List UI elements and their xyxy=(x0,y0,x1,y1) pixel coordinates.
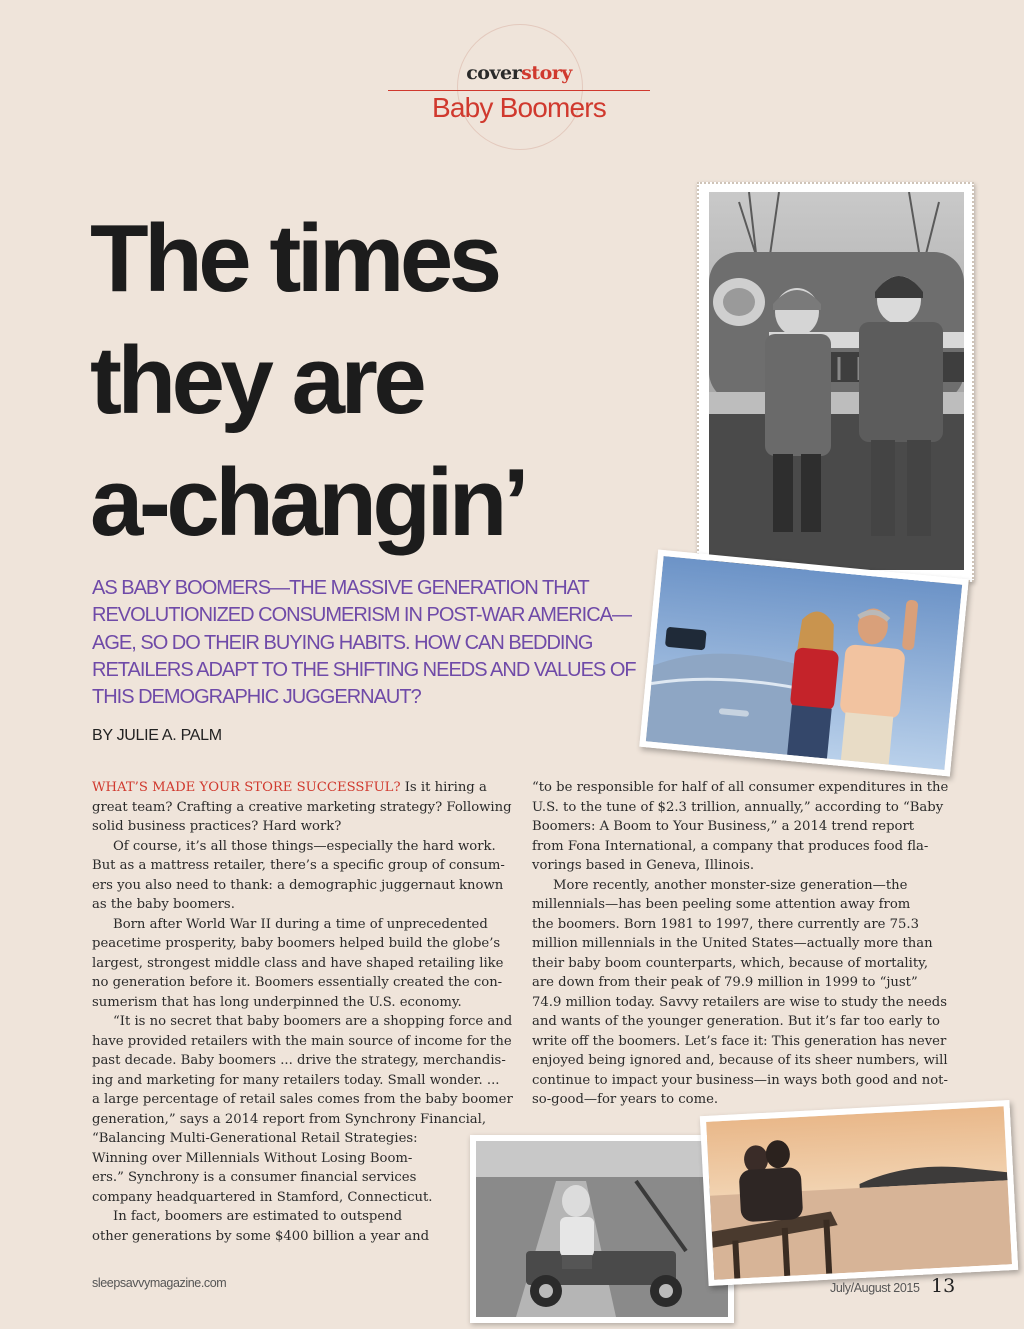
article-column-1 xyxy=(92,778,512,1246)
text-line: their baby boom counterparts, which, because of mortality, xyxy=(532,955,929,971)
paragraph xyxy=(92,1012,512,1032)
header-circle xyxy=(457,24,583,150)
text-line: a large percentage of retail sales comes from the baby boomer xyxy=(92,1092,513,1107)
couple-on-pier-photo xyxy=(700,1100,1018,1286)
text-line: million millennials in the United States—actually more than xyxy=(532,936,933,951)
text-line: “It is no secret that baby boomers are a shopping force and xyxy=(113,1014,513,1029)
text-line: Born after World War II during a time of unprecedented xyxy=(113,916,488,932)
text-line: and wants of the younger generation. But it’s far too early to xyxy=(532,1014,940,1029)
text-line: as the baby boomers. xyxy=(92,897,235,912)
page-number: 13 xyxy=(931,1275,956,1297)
paragraph-cont xyxy=(92,934,512,1012)
headline xyxy=(90,198,690,564)
text-line: no generation before it. Boomers essentially created the con- xyxy=(92,975,503,990)
header-rule xyxy=(388,90,650,91)
text-line: But as a mattress retailer, there’s a specific group of consum- xyxy=(92,858,505,873)
text-line: largest, strongest middle class and have shaped retailing like xyxy=(92,955,504,971)
headline-line-3: a-changin’ xyxy=(90,449,526,556)
text-line: “to be responsible for half of all consumer expenditures in the xyxy=(532,780,949,795)
footer-date: July/August 2015 xyxy=(830,1281,920,1295)
text-line: generation,” says a 2014 report from Synchrony Financial, xyxy=(92,1111,487,1127)
text-line: Of course, it’s all those things—especially the hard work. xyxy=(113,838,496,854)
text-line: from Fona International, a company that produces food fla- xyxy=(532,838,929,854)
footer-url: sleepsavvymagazine.com xyxy=(92,1276,227,1290)
section-title: Baby Boomers xyxy=(431,92,607,123)
paragraph-cont xyxy=(92,1032,512,1208)
paragraph-cont xyxy=(92,1227,512,1247)
text-line: Boomers: A Boom to Your Business,” a 2014 trend report xyxy=(532,819,915,834)
text-line: company headquartered in Stamford, Connecticut. xyxy=(92,1189,433,1205)
paragraph xyxy=(92,837,512,857)
text-line: have provided retailers with the main source of income for the xyxy=(92,1033,512,1049)
paragraph xyxy=(92,915,512,935)
vintage-children-photo xyxy=(697,182,974,582)
cover-story-label xyxy=(388,62,650,84)
text-line: so-good—for years to come. xyxy=(532,1092,719,1107)
text-line: U.S. to the tune of $2.3 trillion, annually,” according to “Baby xyxy=(532,799,944,815)
lead-in: WHAT’S MADE YOUR STORE SUCCESSFUL? xyxy=(92,780,401,795)
text-line: ers.” Synchrony is a consumer financial services xyxy=(92,1170,417,1185)
text-line: millennials—has been peeling some attention away from xyxy=(532,897,911,912)
text-line: great team? Crafting a creative marketing strategy? Following xyxy=(92,799,512,815)
text-line: ers you also need to thank: a demographic juggernaut known xyxy=(92,877,504,893)
byline: BY JULIE A. PALM xyxy=(92,727,222,744)
text-line: Is it hiring a xyxy=(400,780,487,795)
headline-line-2: they are xyxy=(90,327,423,434)
text-line: Winning over Millennials Without Losing Boom- xyxy=(92,1150,413,1166)
paragraph-cont xyxy=(92,856,512,915)
paragraph xyxy=(92,778,512,837)
text-line: write off the boomers. Let’s face it: This generation has never xyxy=(532,1033,947,1049)
paragraph xyxy=(92,1207,512,1227)
text-line: In fact, boomers are estimated to outspend xyxy=(113,1209,403,1224)
text-line: “Balancing Multi-Generational Retail Strategies: xyxy=(92,1131,418,1146)
paragraph xyxy=(532,876,952,896)
text-line: other generations by some $400 billion a year and xyxy=(92,1228,430,1244)
text-line: past decade. Baby boomers ... drive the strategy, merchandis- xyxy=(92,1053,506,1068)
text-line: More recently, another monster-size generation—the xyxy=(553,877,908,893)
cover-story-label-part1: cover xyxy=(466,62,522,84)
text-line: continue to impact your business—in ways both good and not- xyxy=(532,1072,948,1088)
text-line: the boomers. Born 1981 to 1997, there currently are 75.3 xyxy=(532,916,919,932)
text-line: sumerism that has long underpinned the U.S. economy. xyxy=(92,994,462,1010)
headline-line-1: The times xyxy=(90,205,498,312)
text-line: ing and marketing for many retailers today. Small wonder. ... xyxy=(92,1072,500,1088)
text-line: 74.9 million today. Savvy retailers are wise to study the needs xyxy=(532,994,947,1010)
dek: AS BABY BOOMERS—THE MASSIVE GENERATION THAT REVOLUTIONIZED CONSUMERISM IN POST-WAR AMERICA—AGE, SO DO THEIR BUYING HABITS. HOW CAN BEDDING RETAILERS ADAPT TO THE SHIFTING NEEDS AND VALUES OF THIS DEMOGRAPHIC JUGGERNAUT? xyxy=(92,577,636,709)
boy-in-wagon-photo xyxy=(470,1135,734,1323)
paragraph xyxy=(532,778,952,876)
text-line: are down from their peak of 79.9 million in 1999 to “just” xyxy=(532,975,918,990)
paragraph-cont xyxy=(532,895,952,1110)
couple-selfie-photo xyxy=(639,550,969,777)
cover-story-label-part2: story xyxy=(521,62,572,84)
text-line: vorings based in Geneva, Illinois. xyxy=(532,858,755,873)
text-line: peacetime prosperity, baby boomers helped build the globe’s xyxy=(92,936,501,951)
text-line: solid business practices? Hard work? xyxy=(92,819,342,834)
text-line: enjoyed being ignored and, because of its sheer numbers, will xyxy=(532,1053,948,1068)
article-column-2 xyxy=(532,778,952,1110)
